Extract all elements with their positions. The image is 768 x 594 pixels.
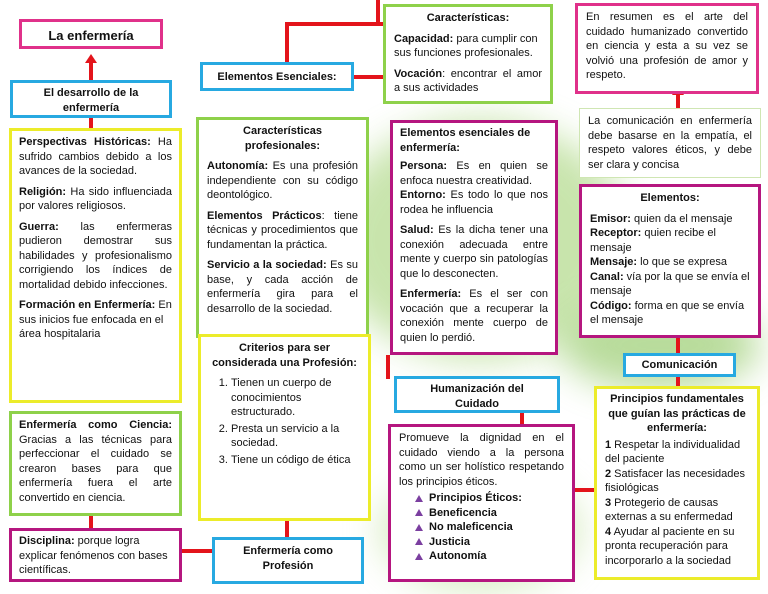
resumen-text: En resumen es el arte del cuidado humanizado convertido en ciencia y esta a su vez se volvió una profesión de amor y respeto. bbox=[586, 11, 748, 82]
elemento-text: quien da el mensaje bbox=[630, 212, 733, 225]
connector-line bbox=[285, 22, 383, 26]
principio-etico-item bbox=[415, 520, 564, 535]
disciplina-text: porque logra explicar fenómenos con bases científicas. bbox=[19, 535, 168, 577]
connector-line bbox=[676, 338, 680, 354]
caracteristicas-text: para cumplir con sus funciones profesionales. bbox=[394, 32, 538, 60]
desarrollo-text: El desarrollo de la enfermería bbox=[43, 87, 139, 114]
ciencia-text: Gracias a las técnicas para perfeccionar el cuidado se crearon bases para que enfermería fuera el arte convertido en ciencia. bbox=[19, 433, 172, 504]
elementos-box bbox=[579, 184, 761, 338]
caracteristicas-label: Capacidad: bbox=[394, 32, 454, 45]
humanizacion-box bbox=[394, 376, 560, 413]
criterio-item: 1. Tienen un cuerpo de conocimientos estructurado. bbox=[231, 376, 360, 420]
caracteristica-label: Autonomía: bbox=[207, 160, 269, 173]
caracteristicas-item bbox=[394, 67, 542, 96]
caracteristica-item bbox=[207, 209, 358, 253]
perspectiva-item bbox=[19, 220, 172, 293]
principio-item bbox=[605, 438, 749, 467]
principio-etico-text: Autonomía bbox=[429, 550, 487, 563]
principio-num: 2 bbox=[605, 467, 612, 480]
elemento-item bbox=[590, 212, 750, 227]
elementos-title bbox=[590, 191, 750, 206]
esenciales-enfermeria-box bbox=[390, 120, 558, 355]
principio-item bbox=[605, 525, 749, 569]
principio-num: 3 bbox=[605, 496, 612, 509]
esenciales-enfermeria-title bbox=[400, 126, 548, 155]
elemento-text: lo que se expresa bbox=[637, 256, 727, 269]
elemento-item bbox=[590, 270, 750, 299]
desarrollo-box bbox=[10, 80, 172, 118]
comunicacion-box bbox=[623, 353, 736, 377]
bullet-icon bbox=[415, 509, 423, 516]
esencial-label: Entorno: bbox=[400, 189, 446, 202]
caracteristicas-title bbox=[394, 11, 542, 26]
connector-line bbox=[89, 118, 93, 128]
caracteristica-item bbox=[207, 258, 358, 316]
connector-line bbox=[676, 94, 680, 108]
elemento-text: forma en que se envía el mensaje bbox=[590, 299, 745, 327]
elemento-label: Emisor: bbox=[590, 212, 631, 225]
criterios-box bbox=[198, 334, 371, 521]
criterios-title-text: Criterios para ser considerada una Profesión: bbox=[212, 342, 357, 369]
elementos-esenciales-box bbox=[200, 62, 354, 91]
esencial-label: Persona: bbox=[400, 160, 448, 173]
connector-arrow bbox=[85, 54, 97, 63]
esencial-text: Es en quien se enfoca nuestra creatividad. bbox=[400, 160, 548, 187]
principio-etico-text: Principios Éticos: bbox=[429, 492, 522, 505]
comunicacion-text: La comunicación en enfermería debe basarse en la empatía, el respeto valores éticos, y debe ser clara y concisa bbox=[588, 115, 752, 171]
perspectiva-text: Ha sufrido cambios debido a los avances de la sociedad. bbox=[19, 136, 172, 178]
perspectiva-label: Guerra: bbox=[19, 220, 59, 233]
perspectiva-text: las enfermeras pudieron demostrar sus habilidades y profesionalismo corrigiendo los índices de mortalidad debido infecciones. bbox=[19, 220, 172, 291]
principio-item bbox=[605, 467, 749, 496]
principio-num: 1 bbox=[605, 438, 612, 451]
bullet-icon bbox=[415, 553, 423, 560]
elemento-text: quien recibe el mensaje bbox=[590, 227, 716, 254]
perspectiva-label: Formación en Enfermería: bbox=[19, 299, 156, 312]
criterio-item: 2. Presta un servicio a la sociedad. bbox=[231, 422, 360, 451]
elementos-esenciales-text: Elementos Esenciales: bbox=[217, 71, 337, 83]
connector-line bbox=[285, 22, 289, 62]
principios-title bbox=[605, 392, 749, 436]
elemento-label: Canal: bbox=[590, 270, 624, 283]
esencial-item bbox=[400, 223, 548, 281]
connector-line bbox=[575, 488, 595, 492]
principio-text: Satisfacer las necesidades fisiológicas bbox=[605, 467, 746, 495]
caracteristica-label: Servicio a la sociedad: bbox=[207, 259, 327, 272]
connector-line bbox=[376, 0, 380, 26]
elemento-item bbox=[590, 255, 750, 270]
principios-box bbox=[594, 386, 760, 580]
esencial-item bbox=[400, 287, 548, 345]
esencial-label: Enfermería: bbox=[400, 288, 462, 301]
perspectiva-item bbox=[19, 298, 172, 342]
elementos-title-text: Elementos: bbox=[640, 192, 700, 204]
caracteristicas-profesionales-title-text: Características profesionales: bbox=[243, 125, 322, 152]
principio-text: Ayudar al paciente en su pronta recuperación para incorporarlo a la sociedad bbox=[605, 525, 735, 567]
esencial-item bbox=[400, 159, 548, 188]
main-title bbox=[19, 19, 163, 49]
criterios-list bbox=[209, 376, 360, 467]
principio-etico-item bbox=[415, 535, 564, 550]
resumen-box bbox=[575, 3, 759, 94]
esencial-text: Es la dicha tener una conexión adecuada entre mente y cuerpo sin patologías que lo desconecten. bbox=[400, 224, 548, 280]
bullet-icon bbox=[415, 495, 423, 502]
caracteristicas-label: Vocación bbox=[394, 67, 443, 80]
perspectiva-label: Perspectivas Históricas: bbox=[19, 136, 151, 148]
caracteristica-item bbox=[207, 159, 358, 203]
principio-text: Respetar la individualidad del paciente bbox=[605, 438, 741, 466]
caracteristicas-item bbox=[394, 32, 542, 61]
esencial-text: Es todo lo que nos rodea he influencia bbox=[400, 189, 548, 216]
perspectivas-box bbox=[9, 128, 182, 403]
caracteristica-text: Es una profesión independiente con su código deontológico. bbox=[207, 160, 358, 202]
esencial-item bbox=[400, 188, 548, 217]
principio-etico-item bbox=[415, 549, 564, 564]
bullet-icon bbox=[415, 524, 423, 531]
connector-line bbox=[89, 516, 93, 528]
principio-etico-text: Beneficencia bbox=[429, 506, 497, 519]
caracteristicas-text: : encontrar el amor a sus actividades bbox=[394, 67, 542, 95]
main-title-text: La enfermería bbox=[48, 28, 134, 43]
criterio-item: 3. Tiene un código de ética bbox=[231, 453, 360, 468]
elemento-label: Código: bbox=[590, 299, 632, 312]
humanizacion-text: Humanización del Cuidado bbox=[430, 383, 524, 410]
profesion-box bbox=[212, 537, 364, 584]
ciencia-box bbox=[9, 411, 182, 516]
connector-line bbox=[180, 549, 214, 553]
perspectiva-item bbox=[19, 185, 172, 214]
principio-num: 4 bbox=[605, 525, 612, 538]
elemento-item bbox=[590, 226, 750, 255]
disciplina-label: Disciplina: bbox=[19, 535, 75, 547]
caracteristicas-title-text: Características: bbox=[426, 12, 510, 24]
principio-etico-item bbox=[415, 491, 564, 506]
caracteristicas-profesionales-box bbox=[196, 117, 369, 338]
disciplina-box bbox=[9, 528, 182, 582]
perspectiva-text: En sus inicios fue enfocada en el área hospitalaria bbox=[19, 299, 172, 341]
comunicacion-text-box bbox=[579, 108, 761, 178]
caracteristicas-profesionales-title bbox=[207, 124, 358, 153]
esenciales-enfermeria-title-text: Elementos esenciales de enfermería: bbox=[400, 127, 531, 154]
principios-eticos-list bbox=[399, 491, 564, 564]
esencial-text: Es el ser con vocación que a recuperar la conexión mente cuerpo de quien lo perdió. bbox=[400, 288, 548, 344]
connector-line bbox=[354, 75, 384, 79]
comunicacion-title: Comunicación bbox=[641, 359, 718, 371]
ciencia-label: Enfermería como Ciencia: bbox=[19, 419, 172, 431]
elemento-item bbox=[590, 299, 750, 328]
elemento-label: Receptor: bbox=[590, 227, 642, 240]
esencial-label: Salud: bbox=[400, 224, 434, 237]
principio-etico-item bbox=[415, 506, 564, 521]
principios-title-text: Principios fundamentales que guían las prácticas de enfermería: bbox=[608, 393, 746, 435]
elemento-label: Mensaje: bbox=[590, 256, 638, 269]
principio-text: Protegerio de causas externas a su enfermedad bbox=[605, 496, 733, 524]
principio-etico-text: Justicia bbox=[429, 535, 470, 548]
profesion-text: Enfermería como Profesión bbox=[243, 545, 333, 572]
perspectiva-item bbox=[19, 135, 172, 179]
humanizacion-body-box bbox=[388, 424, 575, 582]
criterios-title bbox=[209, 341, 360, 370]
caracteristicas-box bbox=[383, 4, 553, 104]
caracteristica-label: Elementos Prácticos bbox=[207, 209, 322, 222]
connector-line bbox=[89, 62, 93, 80]
humanizacion-body-text: Promueve la dignidad en el cuidado viendo a la persona como un ser holístico respetando los principios éticos. bbox=[399, 432, 564, 488]
caracteristica-text: : tiene técnicas y procedimientos que fundamentan la práctica. bbox=[207, 209, 358, 251]
bullet-icon bbox=[415, 538, 423, 545]
principio-item bbox=[605, 496, 749, 525]
elemento-text: vía por la que se envía el mensaje bbox=[590, 270, 750, 298]
caracteristica-text: Es su base, y cada acción de enfermería gira para el desarrollo de la sociedad. bbox=[207, 259, 358, 315]
perspectiva-text: Ha sido influenciada por valores religiosos. bbox=[19, 185, 172, 213]
perspectiva-label: Religión: bbox=[19, 185, 67, 198]
connector-line bbox=[386, 355, 390, 379]
principio-etico-text: No maleficencia bbox=[429, 521, 513, 534]
